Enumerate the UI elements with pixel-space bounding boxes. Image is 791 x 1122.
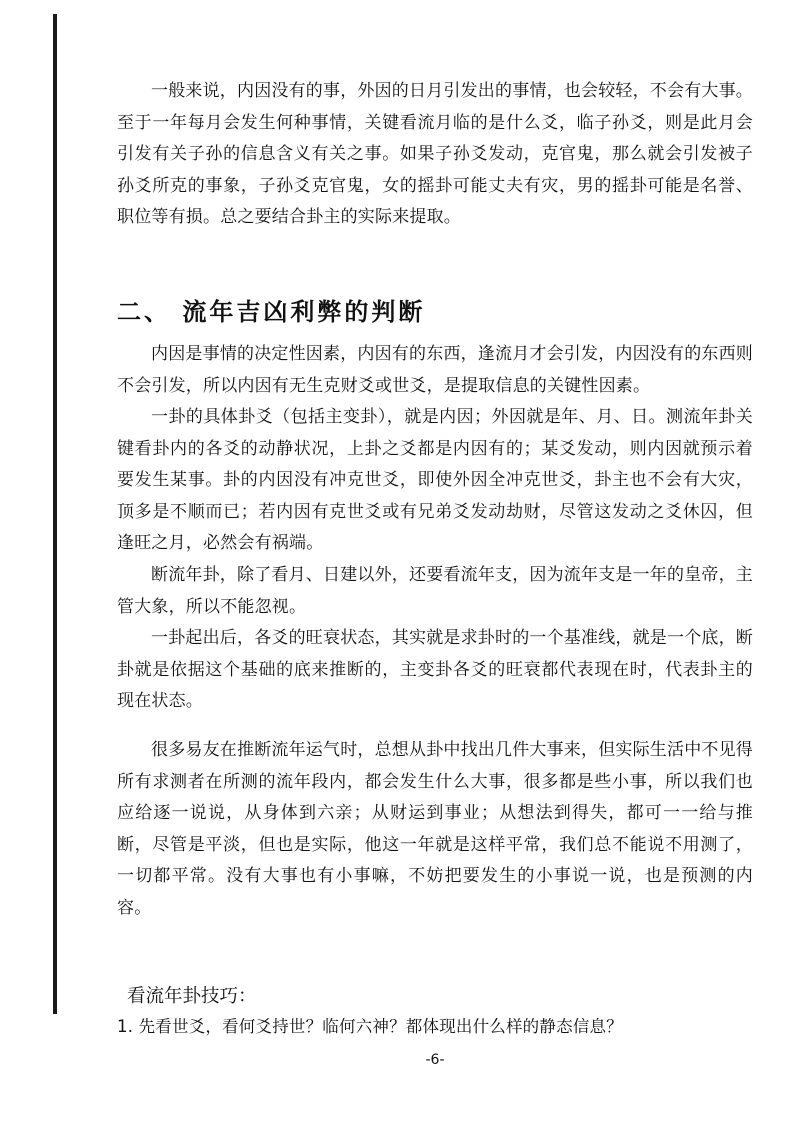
section-heading: 二、 流年吉凶利弊的判断 xyxy=(117,297,426,326)
paragraph: 一卦的具体卦爻（包括主变卦），就是内因；外因就是年、月、日。测流年卦关键看卦内的各爻的动静状况，上卦之爻都是内因有的；某爻发动，则内因就预示着要发生某事。卦的内因没有冲克世爻，即使外因全冲克世爻，卦主也不会有大灾，顶多是不顺而已；若内因有克世爻或有兄弟爻发动劫财，尽管这发动之爻休囚，但逢旺之月，必然会有祸端。 xyxy=(117,407,753,553)
tips-title: 看流年卦技巧： xyxy=(127,986,257,1007)
paragraph: 很多易友在推断流年运气时，总想从卦中找出几件大事来，但实际生活中不见得所有求测者在所测的流年段内，都会发生什么大事，很多都是些小事，所以我们也应给逐一说说，从身体到六亲；从财运到事业；从想法到得失，都可一一给与推断，尽管是平淡，但也是实际，他这一年就是这样平常，我们总不能说不用测了，一切都平常。没有大事也有小事嘛，不妨把要发生的小事说一说，也是预测的内容。 xyxy=(117,740,753,918)
paragraph: 内因是事情的决定性因素，内因有的东西，逢流月才会引发，内因没有的东西则不会引发，所以内因有无生克财爻或世爻，是提取信息的关键性因素。 xyxy=(117,344,753,396)
paragraph: 一卦起出后，各爻的旺衰状态，其实就是求卦时的一个基准线，就是一个底，断卦就是依据这个基础的底来推断的，主变卦各爻的旺衰都代表现在时，代表卦主的现在状态。 xyxy=(117,628,753,711)
paragraph: 一般来说，内因没有的事，外因的日月引发出的事情，也会较轻，不会有大事。至于一年每月会发生何种事情，关键看流月临的是什么爻，临子孙爻，则是此月会引发有关子孙的信息含义有关之事。如果子孙爻发动，克官鬼，那么就会引发被子孙爻所克的事象，子孙爻克官鬼，女的摇卦可能丈夫有灾，男的摇卦可能是名誉、职位等有损。总之要结合卦主的实际来提取。 xyxy=(117,81,753,227)
tip-item: 1. 先看世爻，看何爻持世？临何六神？都体现出什么样的静态信息？ xyxy=(117,1017,623,1036)
page-number: -6- xyxy=(425,1052,445,1068)
paragraph: 断流年卦，除了看月、日建以外，还要看流年支，因为流年支是一年的皇帝，主管大象，所以不能忽视。 xyxy=(117,565,753,617)
scan-binding-edge xyxy=(53,14,57,1014)
